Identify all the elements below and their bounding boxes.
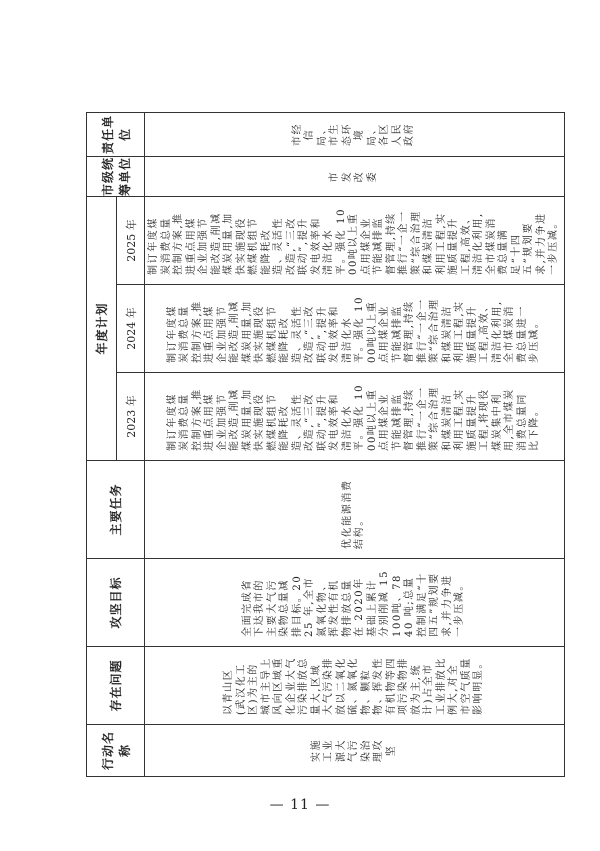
cell-target: 全面完成省下达我市的主要大气污染物总量减排目标。2025 年,全市氮氧化物、挥发性有机物排放总量在 2020年基础上累计分别削减 15100吨、7840 吨;总量控制满足“十四五”规划要求,并力争进一步压减。 bbox=[145, 559, 565, 647]
header-coordinating-unit: 市级统筹单位 bbox=[87, 157, 145, 197]
cell-plan-2023: 制订年度煤炭消费总量控制方案,推进重点用煤企业加强节能改造,削减煤炭用量,加快实施现役燃煤机组节能降耗改造、灵活性改造,“三改联动”,提升发电效率和清洁化水平。强化 1000吨以上重点用煤企业节能减排监督管理,持续推行“一企一策”综合治理和煤炭清洁利用工程,实施质量提升工程,将现役煤炭集中利用,全市煤炭消费总量同比下降。 bbox=[145, 373, 565, 461]
cell-plan-2024: 制订年度煤炭消费总量控制方案,推进重点用煤企业加强节能改造,削减煤炭用量,加快实施现役燃煤机组节能降耗改造、灵活性改造,“三改联动”,提升发电效率和清洁化水平。强化 1000吨以上重点用煤企业节能减排监督管理,持续推行“一企一策”综合治理和煤炭清洁利用工程,实施质量提升工程,高效、清洁化利用,全市煤炭消费总量进一步压减。 bbox=[145, 285, 565, 373]
header-action-name: 行动名称 bbox=[87, 725, 145, 777]
table-row bbox=[145, 113, 565, 777]
rotated-table-frame bbox=[86, 113, 559, 777]
cell-problem: 以青山区(武汉化工区)为主的城市主导上风向区域重化企业大气污染排放总量大,区域大气污染排放以二氧化硫、氮氧化物、颗粒物、挥发性有机物等四项污染物排放为主,统计)占全市工业排放比例大,对全市空气质量影响明显。 bbox=[145, 647, 565, 725]
cell-plan-2025: 制订年度煤炭消费总量控制方案,推进重点用煤企业加强节能改造,削减煤炭用量,加快实施现役燃煤机组节能降耗改造、灵活性改造,“三改联动”,提升发电效率和清洁化水平。强化 1000吨以上重点用煤企业节能减排监督管理,持续推行“一企一策”综合治理和煤炭清洁利用工程,实施质量提升工程,高效、清洁化利用,全市煤炭消费总量满足“十四五”规划要求,并力争进一步压减。 bbox=[145, 197, 565, 285]
header-year-2024: 2024 年 bbox=[117, 285, 145, 373]
cell-coordinating-unit: 市发改委 bbox=[145, 157, 565, 197]
header-responsible-unit: 责任单位 bbox=[87, 113, 145, 157]
header-target: 攻坚目标 bbox=[87, 559, 145, 647]
cell-action-name: 实施工业源大气污染治理攻坚 bbox=[145, 725, 565, 777]
action-plan-table bbox=[86, 112, 565, 777]
page-number: — 11 — bbox=[269, 797, 331, 813]
header-annual-plan: 年度计划 bbox=[87, 197, 117, 461]
header-year-2025: 2025 年 bbox=[117, 197, 145, 285]
header-main-task: 主要任务 bbox=[87, 461, 145, 559]
header-year-2023: 2023 年 bbox=[117, 373, 145, 461]
cell-responsible-unit: 市经信局、市生态环境局、各区人民政府 bbox=[145, 113, 565, 157]
cell-main-task: 优化能源消费结构。 bbox=[145, 461, 565, 559]
header-problem: 存在问题 bbox=[87, 647, 145, 725]
rotated-table-region bbox=[86, 113, 559, 777]
